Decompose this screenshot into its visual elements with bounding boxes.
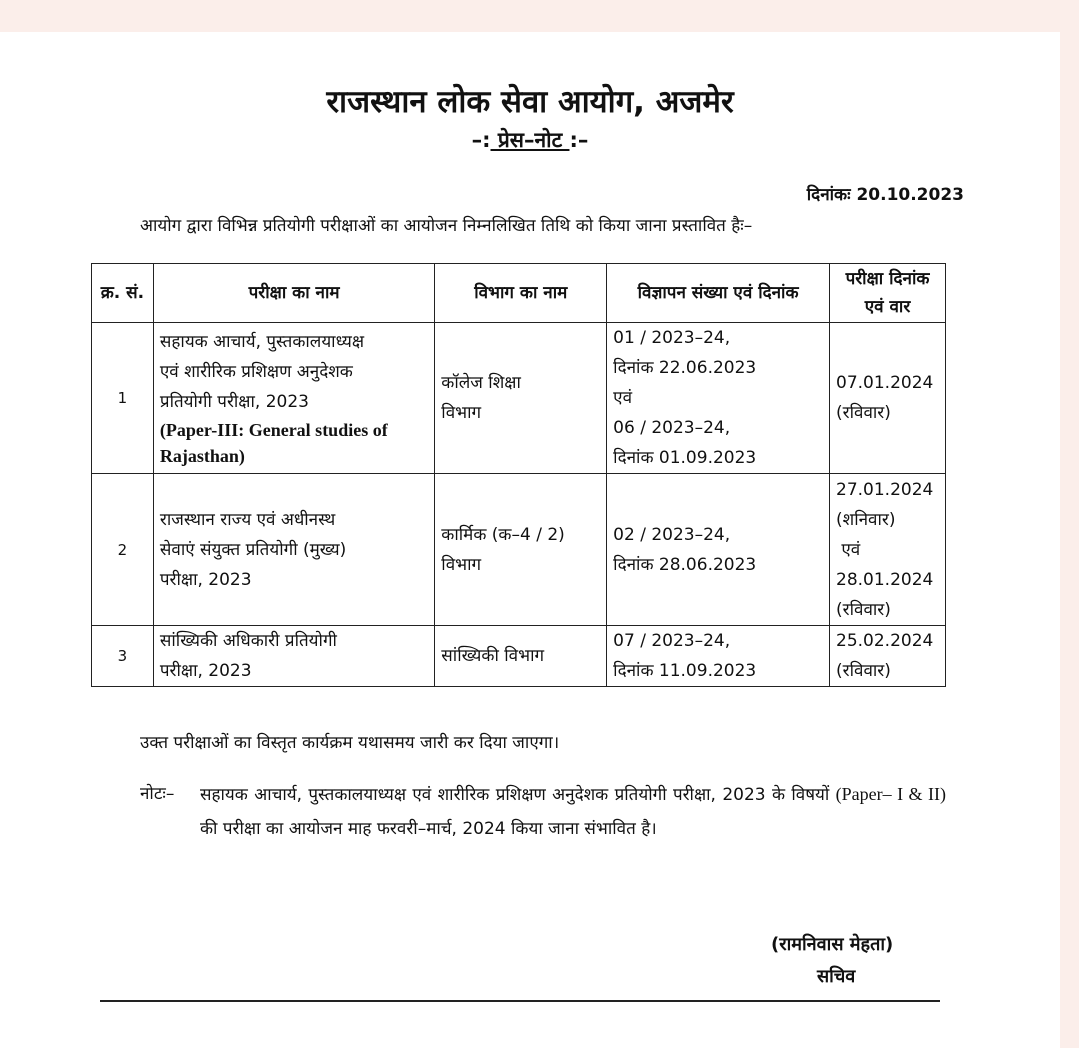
- date-label: दिनांकः: [806, 185, 851, 205]
- table-header-row: [92, 264, 946, 323]
- advt-line: दिनांक 11.09.2023: [613, 661, 757, 681]
- exam-paper-line: (Paper-III: General studies of: [159, 420, 388, 440]
- exam-line: सांख्यिकी अधिकारी प्रतियोगी: [159, 631, 337, 651]
- exam-line: एवं शारीरिक प्रशिक्षण अनुदेशक: [159, 362, 353, 382]
- dept-line: विभाग: [441, 554, 482, 575]
- row-advertisement: [607, 323, 830, 474]
- header-exam-date: [830, 264, 946, 323]
- bottom-divider: [100, 1000, 940, 1002]
- date-line: 25.02.2024: [836, 631, 934, 651]
- advt-line: 02 / 2023–24,: [613, 524, 731, 545]
- exam-line: प्रतियोगी परीक्षा, 2023: [159, 392, 309, 412]
- header-advertisement: विज्ञापन संख्या एवं दिनांक: [607, 264, 830, 323]
- table-row: [92, 474, 946, 626]
- row-department: [435, 626, 607, 687]
- table-row: [92, 323, 946, 474]
- advt-line: एवं: [613, 388, 633, 408]
- note-paper-ref: (Paper– I & II): [835, 784, 946, 804]
- date-line: (रविवार): [836, 403, 891, 423]
- row-serial-no: 2: [92, 474, 154, 626]
- note-label: नोटः–: [140, 784, 175, 804]
- advt-line: दिनांक 28.06.2023: [613, 554, 757, 575]
- press-note-prefix: –:: [471, 128, 491, 152]
- dept-line: कार्मिक (क–4 / 2): [441, 524, 565, 545]
- row-department: [435, 474, 607, 626]
- intro-text: आयोग द्वारा विभिन्न प्रतियोगी परीक्षाओं का आयोजन निम्नलिखित तिथि को किया जाना प्रस्तावित हैः–: [140, 216, 753, 236]
- table-row: [92, 626, 946, 687]
- row-serial-no: 1: [92, 323, 154, 474]
- advt-line: 06 / 2023–24,: [613, 418, 731, 438]
- row-exam-name: [153, 323, 434, 474]
- note-block: [140, 777, 946, 846]
- advt-line: 01 / 2023–24,: [613, 328, 731, 348]
- header-department: विभाग का नाम: [435, 264, 607, 323]
- row-exam-name: [153, 626, 434, 687]
- header-exam-date-line2: एवं वार: [864, 297, 911, 317]
- signatory-name: (रामनिवास मेहता): [771, 934, 894, 955]
- date-line: एवं: [836, 539, 861, 560]
- exam-paper-line: Rajasthan): [159, 446, 245, 466]
- row-department: [435, 323, 607, 474]
- date-line: (रविवार): [836, 661, 891, 681]
- date-line: (रविवार): [836, 599, 891, 620]
- document-date: [807, 182, 964, 205]
- row-advertisement: [607, 626, 830, 687]
- row-exam-name: [153, 474, 434, 626]
- note-text-part2: की परीक्षा का आयोजन माह फरवरी–मार्च, 2024 किया जाना संभावित है।: [200, 819, 657, 839]
- advt-line: 07 / 2023–24,: [613, 631, 731, 651]
- row-advertisement: [607, 474, 830, 626]
- row-exam-date: [830, 626, 946, 687]
- row-serial-no: 3: [92, 626, 154, 687]
- signatory-title: सचिव: [817, 966, 856, 987]
- exam-line: परीक्षा, 2023: [159, 569, 252, 590]
- dept-line: विभाग: [441, 403, 482, 423]
- exam-schedule-table: [91, 263, 946, 687]
- document-title: राजस्थान लोक सेवा आयोग, अजमेर: [326, 84, 734, 120]
- press-note-heading: [0, 126, 1060, 154]
- dept-line: कॉलेज शिक्षा: [441, 373, 521, 393]
- press-note-label: प्रेस–नोट: [490, 128, 570, 152]
- advt-line: दिनांक 01.09.2023: [613, 448, 757, 468]
- date-line: 07.01.2024: [836, 373, 934, 393]
- header-exam-date-line1: परीक्षा दिनांक: [845, 269, 930, 289]
- advt-line: दिनांक 22.06.2023: [613, 358, 757, 378]
- note-text: [200, 777, 946, 846]
- date-value: 20.10.2023: [856, 185, 964, 205]
- date-line: 27.01.2024: [836, 479, 934, 500]
- schedule-note: उक्त परीक्षाओं का विस्तृत कार्यक्रम यथासमय जारी कर दिया जाएगा।: [140, 733, 560, 753]
- date-line: 28.01.2024: [836, 569, 934, 590]
- exam-line: सहायक आचार्य, पुस्तकालयाध्यक्ष: [159, 332, 365, 352]
- press-note-suffix: :–: [569, 128, 589, 152]
- exam-line: सेवाएं संयुक्त प्रतियोगी (मुख्य): [159, 539, 347, 560]
- row-exam-date: [830, 323, 946, 474]
- exam-line: परीक्षा, 2023: [159, 661, 252, 681]
- row-exam-date: [830, 474, 946, 626]
- date-line: (शनिवार): [836, 509, 896, 530]
- note-text-part1: सहायक आचार्य, पुस्तकालयाध्यक्ष एवं शारीरिक प्रशिक्षण अनुदेशक प्रतियोगी परीक्षा, 2023 के विषयों: [200, 785, 836, 805]
- exam-line: राजस्थान राज्य एवं अधीनस्थ: [159, 509, 336, 530]
- dept-line: सांख्यिकी विभाग: [441, 646, 545, 666]
- header-serial-no: क्र. सं.: [92, 264, 154, 323]
- header-exam-name: परीक्षा का नाम: [153, 264, 434, 323]
